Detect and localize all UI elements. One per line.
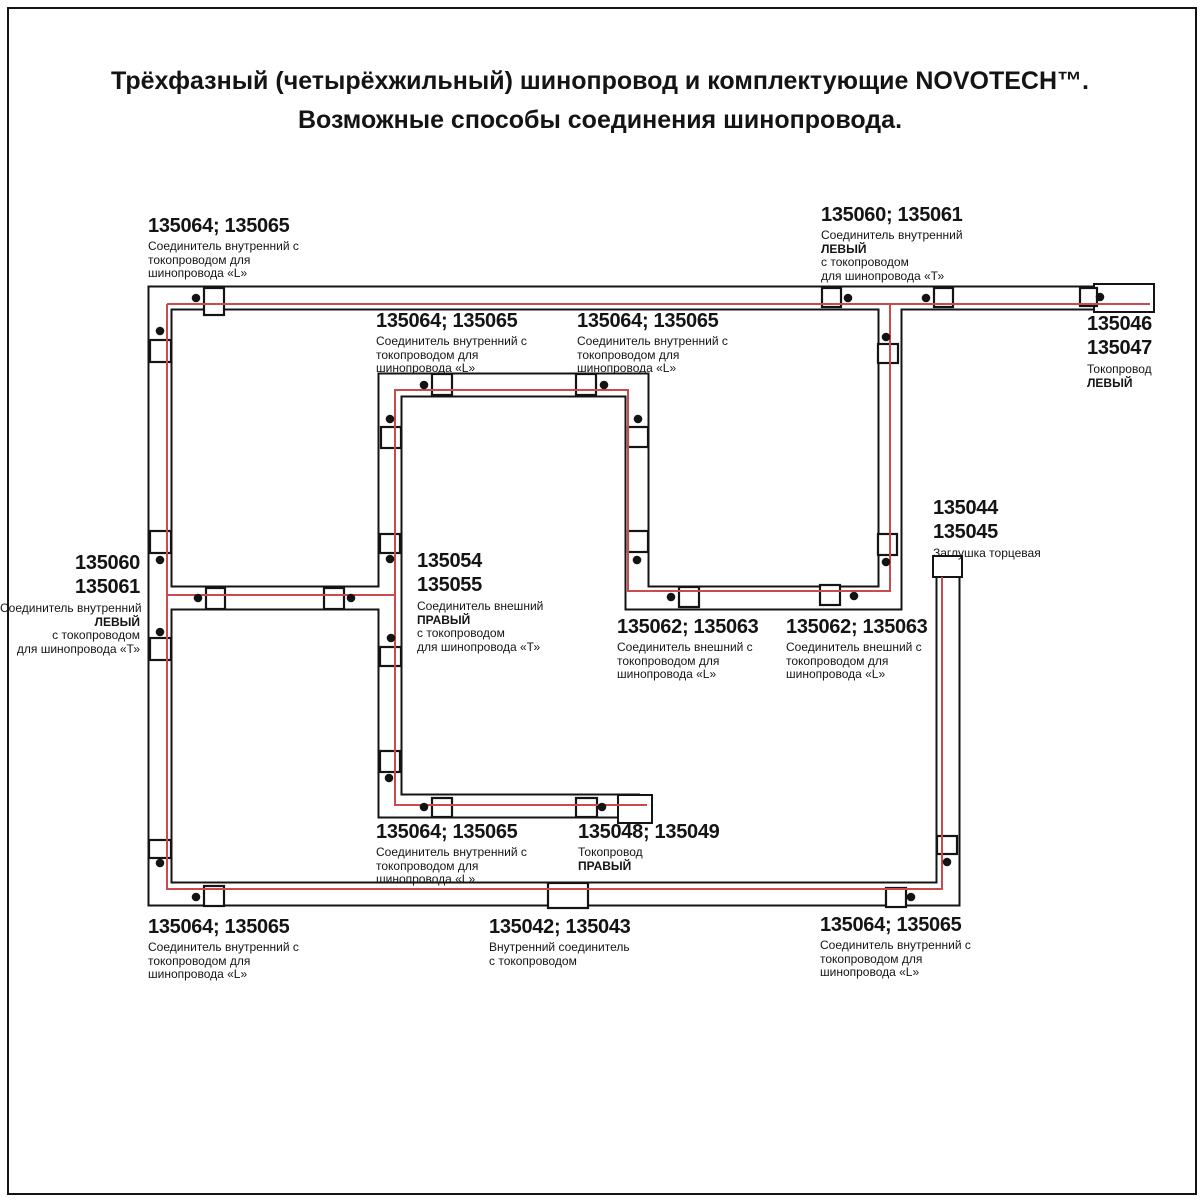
label-connector-outer-L-right — [786, 617, 928, 682]
desc-line: токопроводом для — [577, 347, 680, 362]
junction-dot — [194, 594, 203, 603]
connector-square — [886, 888, 906, 907]
connector-square — [878, 344, 898, 363]
junction-dot — [347, 594, 356, 603]
product-code: 135064; 135065 — [376, 821, 518, 843]
product-desc — [577, 335, 728, 376]
junction-dot — [156, 327, 165, 336]
desc-line: токопроводом для — [376, 858, 479, 873]
product-desc — [617, 641, 759, 682]
desc-line: для шинопровода «Т» — [821, 268, 945, 283]
desc-line: Соединитель внутренний с — [148, 940, 299, 954]
desc-line: ПРАВЫЙ — [417, 612, 471, 627]
connector-square — [576, 798, 597, 817]
product-desc — [1087, 363, 1152, 390]
label-end-cap — [933, 496, 1041, 561]
connector-square — [206, 588, 225, 609]
desc-line: для шинопровода «Т» — [417, 639, 541, 654]
desc-line: токопроводом для — [376, 347, 479, 362]
connector-square — [576, 374, 596, 395]
product-code: 135048; 135049 — [578, 821, 720, 843]
junction-dot — [907, 893, 916, 902]
product-desc — [933, 547, 1041, 561]
junction-dot — [850, 592, 859, 601]
desc-line: Соединитель внутренний с — [376, 334, 527, 348]
connector-square — [324, 588, 344, 609]
product-code: 135064; 135065 — [376, 310, 518, 332]
product-desc — [148, 941, 299, 982]
desc-line: ПРАВЫЙ — [578, 858, 632, 873]
desc-line: Токопровод — [578, 845, 643, 859]
product-desc — [417, 600, 543, 654]
junction-dot — [882, 558, 891, 567]
desc-line: шинопровода «L» — [577, 361, 677, 375]
desc-line: с токопроводом — [489, 953, 577, 968]
product-desc — [148, 240, 299, 281]
connector-square — [380, 751, 400, 772]
power-feed-right-end — [618, 795, 652, 823]
label-connector-inner-left-T-top — [821, 205, 963, 283]
product-code: 135060; 135061 — [821, 204, 963, 226]
label-connector-inner-L-inner-topright — [577, 311, 728, 376]
connector-square — [432, 374, 452, 395]
label-connector-inner-left-T-side — [0, 551, 140, 656]
product-code: 135045 — [933, 521, 998, 543]
product-code: 135064; 135065 — [820, 914, 962, 936]
label-power-feed-left — [1087, 312, 1152, 390]
junction-dot — [192, 294, 201, 303]
product-code: 135062; 135063 — [786, 616, 928, 638]
junction-dot — [156, 556, 165, 565]
product-code: 135064; 135065 — [148, 215, 290, 237]
junction-dot — [633, 556, 642, 565]
product-desc — [821, 229, 963, 283]
desc-line: Соединитель внешний с — [786, 640, 922, 654]
label-power-feed-right — [578, 822, 720, 873]
product-code: 135047 — [1087, 337, 1152, 359]
desc-line: Внутренний соединитель — [489, 940, 630, 954]
page-title — [0, 62, 1200, 140]
product-code: 135062; 135063 — [617, 616, 759, 638]
desc-line: Соединитель внутренний с — [577, 334, 728, 348]
junction-dot — [598, 803, 607, 812]
desc-line: ЛЕВЫЙ — [94, 614, 140, 629]
connector-square — [878, 534, 897, 555]
junction-dot — [156, 628, 165, 637]
desc-line: шинопровода «L» — [617, 667, 717, 681]
desc-line: Соединитель внешний — [417, 599, 544, 613]
connector-square — [432, 798, 452, 817]
desc-line: с токопроводом — [821, 255, 909, 269]
label-connector-outer-right-T — [417, 549, 543, 654]
connector-square — [628, 427, 648, 447]
page-title-line2: Возможные способы соединения шинопровода. — [297, 106, 903, 134]
desc-line: токопроводом для — [820, 951, 923, 966]
desc-line: Соединитель внутренний — [821, 228, 963, 242]
junction-dot — [882, 333, 891, 342]
desc-line: Токопровод — [1087, 362, 1152, 376]
label-connector-inner-L-bottomleft — [148, 917, 299, 982]
product-desc — [0, 602, 140, 656]
desc-line: ЛЕВЫЙ — [1087, 375, 1133, 390]
desc-line: токопроводом для — [786, 653, 889, 668]
product-code: 135046 — [1087, 313, 1152, 335]
junction-dot — [844, 294, 853, 303]
page-title-line1: Трёхфазный (четырёхжильный) шинопровод и комплектующие NOVOTECH™. — [111, 67, 1089, 95]
desc-line: ЛЕВЫЙ — [821, 241, 867, 256]
product-code: 135055 — [417, 574, 482, 596]
junction-dot — [600, 381, 609, 390]
desc-line: токопроводом для — [617, 653, 720, 668]
junction-dot — [386, 415, 395, 424]
product-code: 135054 — [417, 550, 482, 572]
junction-dot — [922, 294, 931, 303]
desc-line: шинопровода «L» — [820, 965, 920, 979]
product-code: 135064; 135065 — [148, 916, 290, 938]
junction-dot — [634, 415, 643, 424]
desc-line: с токопроводом — [52, 628, 140, 642]
desc-line: Соединитель внутренний с — [820, 938, 971, 952]
product-desc — [786, 641, 928, 682]
desc-line: Заглушка торцевая — [933, 546, 1041, 560]
desc-line: для шинопровода «Т» — [16, 641, 140, 656]
label-connector-inner-L-topleft — [148, 216, 299, 281]
junction-dot — [387, 634, 396, 643]
junction-dot — [667, 593, 676, 602]
desc-line: шинопровода «L» — [148, 967, 248, 981]
desc-line: шинопровода «L» — [376, 872, 476, 886]
junction-dot — [156, 859, 165, 868]
connector-square — [380, 534, 400, 553]
junction-dot — [1096, 293, 1105, 302]
product-desc — [489, 941, 631, 968]
connector-square — [381, 427, 401, 448]
product-desc — [376, 846, 527, 887]
product-code: 135061 — [75, 576, 140, 598]
product-code: 135060 — [75, 552, 140, 574]
desc-line: Соединитель внутренний — [0, 601, 142, 615]
connector-square — [204, 288, 224, 315]
straight-connector-square — [548, 883, 588, 908]
label-connector-straight — [489, 917, 631, 968]
desc-line: шинопровода «L» — [148, 266, 248, 280]
connector-square — [937, 836, 957, 854]
product-code: 135064; 135065 — [577, 310, 719, 332]
junction-dot — [386, 555, 395, 564]
product-desc — [578, 846, 720, 873]
product-code: 135042; 135043 — [489, 916, 631, 938]
junction-dot — [385, 774, 394, 783]
desc-line: токопроводом для — [148, 953, 251, 968]
junction-dot — [192, 893, 201, 902]
desc-line: Соединитель внешний с — [617, 640, 753, 654]
label-connector-inner-L-bottomright — [820, 915, 971, 980]
junction-dot — [943, 858, 952, 867]
product-desc — [820, 939, 971, 980]
desc-line: шинопровода «L» — [786, 667, 886, 681]
connector-square — [820, 585, 840, 605]
label-connector-outer-L-left — [617, 617, 759, 682]
junction-dot — [420, 803, 429, 812]
desc-line: Соединитель внутренний с — [148, 239, 299, 253]
desc-line: Соединитель внутренний с — [376, 845, 527, 859]
connector-square — [628, 531, 648, 552]
label-connector-inner-L-inner-topleft — [376, 311, 527, 376]
desc-line: шинопровода «L» — [376, 361, 476, 375]
product-desc — [376, 335, 527, 376]
desc-line: с токопроводом — [417, 626, 505, 640]
junction-dot — [420, 381, 429, 390]
product-code: 135044 — [933, 497, 998, 519]
connector-square — [380, 647, 401, 666]
desc-line: токопроводом для — [148, 252, 251, 267]
label-connector-inner-L-inner-bottom — [376, 822, 527, 887]
